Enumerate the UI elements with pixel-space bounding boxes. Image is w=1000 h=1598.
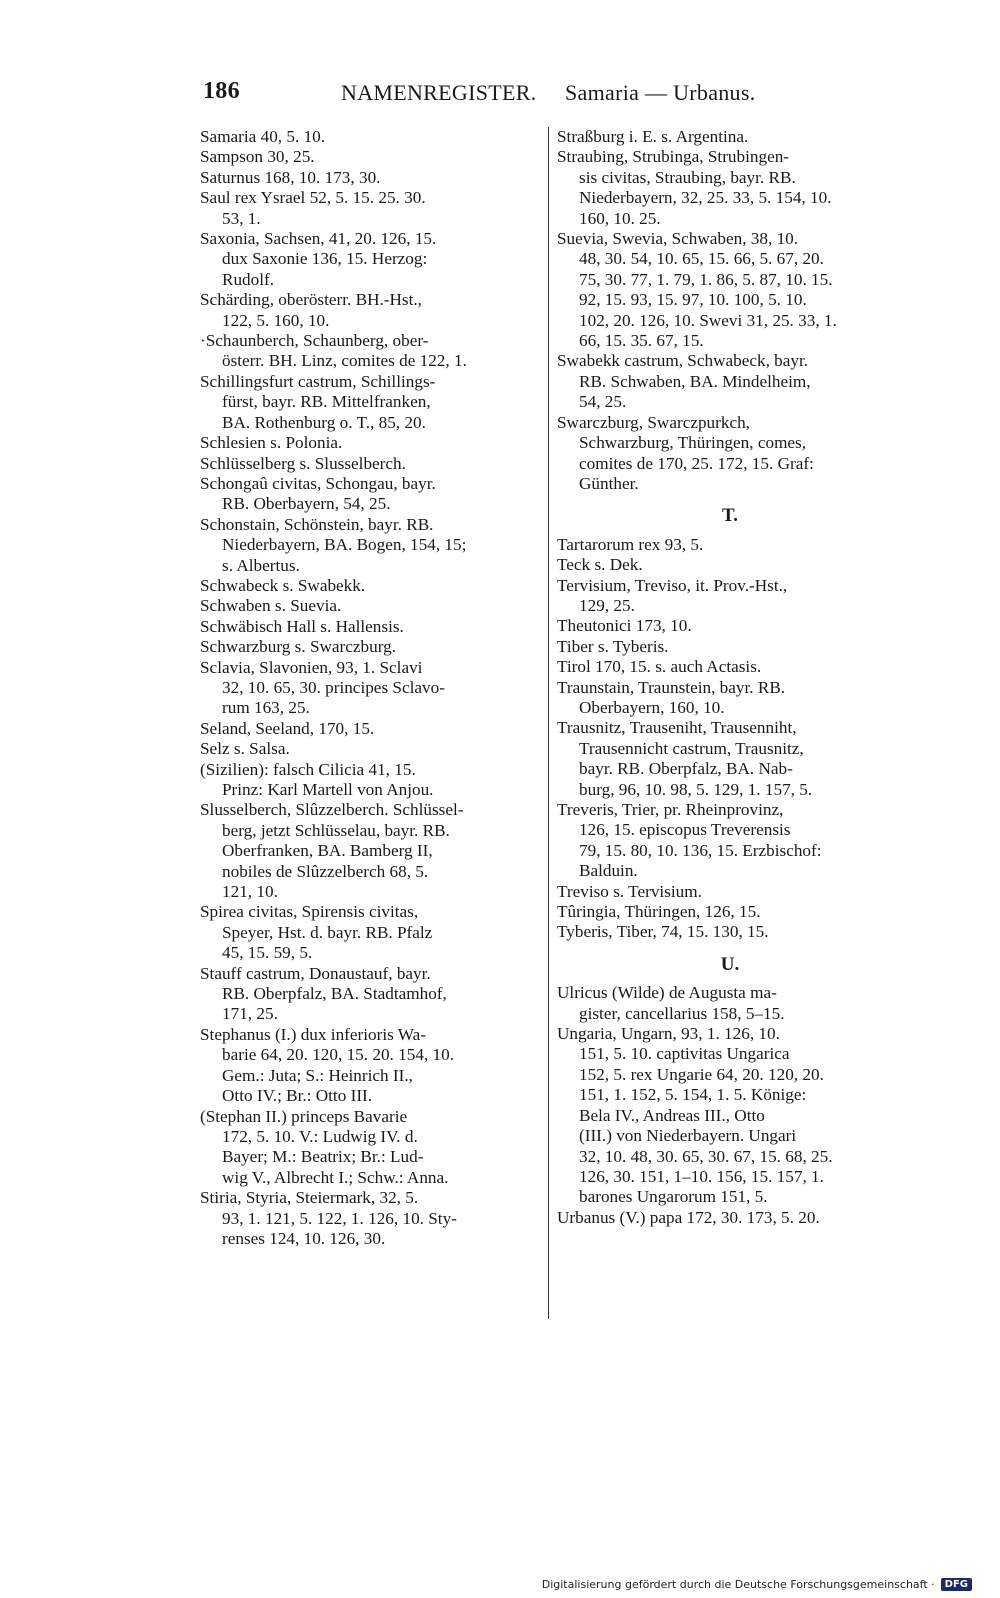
entry-line: Teck s. Dek. bbox=[557, 555, 643, 575]
index-entry bbox=[200, 454, 540, 474]
entry-line: Samaria 40, 5. 10. bbox=[200, 127, 326, 146]
entry-line: 48, 30. 54, 10. 65, 15. 66, 5. 67, 20. bbox=[579, 249, 824, 269]
index-entry bbox=[557, 147, 903, 229]
index-entry bbox=[200, 658, 540, 719]
entry-line: Traunstain, Traunstein, bayr. RB. bbox=[557, 677, 786, 697]
entry-line: Schwaben s. Suevia. bbox=[200, 596, 342, 616]
entry-line: Swarczburg, Swarczpurkch, bbox=[557, 412, 750, 432]
entry-line: 171, 25. bbox=[222, 1004, 278, 1024]
entry-line: Tûringia, Thüringen, 126, 15. bbox=[557, 902, 761, 922]
entry-line: 79, 15. 80, 10. 136, 15. Erzbischof: bbox=[579, 840, 822, 860]
index-entry bbox=[200, 474, 540, 515]
entry-line: dux Saxonie 136, 15. Herzog: bbox=[222, 249, 428, 269]
page-number: 186 bbox=[203, 78, 240, 104]
entry-line: Oberbayern, 160, 10. bbox=[579, 697, 725, 717]
entry-line: (III.) von Niederbayern. Ungari bbox=[579, 1126, 797, 1146]
index-entry bbox=[200, 168, 540, 188]
entry-line: Schongaû civitas, Schongau, bayr. bbox=[200, 473, 436, 493]
entry-line: Tirol 170, 15. s. auch Actasis. bbox=[557, 657, 762, 677]
entry-line: Urbanus (V.) papa 172, 30. 173, 5. 20. bbox=[557, 1207, 820, 1227]
entry-line: 32, 10. 65, 30. principes Sclavo- bbox=[222, 677, 445, 697]
index-entry bbox=[557, 882, 903, 902]
index-entry bbox=[200, 760, 540, 801]
entry-line: 151, 1. 152, 5. 154, 1. 5. Könige: bbox=[579, 1085, 807, 1105]
entry-line: (Stephan II.) princeps Bavarie bbox=[200, 1106, 408, 1126]
entry-line: nobiles de Slûzzelberch 68, 5. bbox=[222, 861, 429, 881]
entry-line: Seland, Seeland, 170, 15. bbox=[200, 718, 375, 738]
entry-line: 126, 15. episcopus Treverensis bbox=[579, 820, 791, 840]
entry-line: Stauff castrum, Donaustauf, bayr. bbox=[200, 963, 431, 983]
index-entry bbox=[557, 902, 903, 922]
footer bbox=[542, 1575, 972, 1593]
entry-line: 151, 5. 10. captivitas Ungarica bbox=[579, 1044, 790, 1064]
entry-line: Slusselberch, Slûzzelberch. Schlüssel- bbox=[200, 800, 464, 820]
entry-range: Samaria — Urbanus. bbox=[565, 80, 756, 105]
entry-line: 172, 5. 10. V.: Ludwig IV. d. bbox=[222, 1126, 418, 1146]
entry-line: Straubing, Strubinga, Strubingen- bbox=[557, 147, 790, 167]
index-entry bbox=[557, 1208, 903, 1228]
entry-line: Straßburg i. E. s. Argentina. bbox=[557, 127, 749, 146]
index-entry bbox=[557, 678, 903, 719]
index-entry bbox=[557, 351, 903, 412]
entry-line: Schwabeck s. Swabekk. bbox=[200, 575, 366, 595]
index-entry bbox=[200, 902, 540, 963]
entry-line: rum 163, 25. bbox=[222, 698, 310, 718]
entry-line: 93, 1. 121, 5. 122, 1. 126, 10. Sty- bbox=[222, 1208, 457, 1228]
entry-line: Swabekk castrum, Schwabeck, bayr. bbox=[557, 351, 809, 371]
entry-line: Tyberis, Tiber, 74, 15. 130, 15. bbox=[557, 922, 769, 942]
entry-line: Tartarorum rex 93, 5. bbox=[557, 534, 704, 554]
entry-line: Sclavia, Slavonien, 93, 1. Sclavi bbox=[200, 657, 423, 677]
entry-line: Schonstain, Schönstein, bayr. RB. bbox=[200, 514, 434, 534]
index-entry bbox=[200, 800, 540, 902]
entry-line: 32, 10. 48, 30. 65, 30. 67, 15. 68, 25. bbox=[579, 1146, 833, 1166]
entry-line: s. Albertus. bbox=[222, 555, 300, 575]
index-entry bbox=[200, 229, 540, 290]
entry-line: Sampson 30, 25. bbox=[200, 147, 315, 167]
entry-line: Otto IV.; Br.: Otto III. bbox=[222, 1086, 373, 1106]
entry-line: comites de 170, 25. 172, 15. Graf: bbox=[579, 453, 814, 473]
entry-line: Gem.: Juta; S.: Heinrich II., bbox=[222, 1065, 413, 1085]
entry-line: renses 124, 10. 126, 30. bbox=[222, 1228, 386, 1248]
entry-line: 54, 25. bbox=[579, 392, 627, 412]
entry-line: 121, 10. bbox=[222, 882, 278, 902]
entry-line: 75, 30. 77, 1. 79, 1. 86, 5. 87, 10. 15. bbox=[579, 269, 833, 289]
section-heading: T. bbox=[721, 505, 738, 527]
index-entry bbox=[200, 637, 540, 657]
entry-line: burg, 96, 10. 98, 5. 129, 1. 157, 5. bbox=[579, 779, 813, 799]
index-entry bbox=[557, 576, 903, 617]
entry-line: Ungaria, Ungarn, 93, 1. 126, 10. bbox=[557, 1024, 780, 1044]
entry-line: Trausennicht castrum, Trausnitz, bbox=[579, 738, 804, 758]
entry-line: Schillingsfurt castrum, Schillings- bbox=[200, 371, 436, 391]
entry-line: Rudolf. bbox=[222, 269, 275, 289]
entry-line: Selz s. Salsa. bbox=[200, 739, 290, 759]
index-entry bbox=[200, 290, 540, 331]
entry-line: ·Schaunberch, Schaunberg, ober- bbox=[200, 331, 429, 351]
entry-line: sis civitas, Straubing, bayr. RB. bbox=[579, 167, 796, 187]
entry-line: 102, 20. 126, 10. Swevi 31, 25. 33, 1. bbox=[579, 310, 837, 330]
dfg-logo: DFG bbox=[941, 1578, 972, 1591]
funding-note: Digitalisierung gefördert durch die Deutsche Forschungsgemeinschaft · bbox=[541, 1577, 935, 1591]
entry-line: österr. BH. Linz, comites de 122, 1. bbox=[222, 351, 467, 371]
index-entry bbox=[200, 188, 540, 229]
column-divider bbox=[548, 127, 549, 1319]
entry-line: 66, 15. 35. 67, 15. bbox=[579, 331, 704, 351]
entry-line: Oberfranken, BA. Bamberg II, bbox=[222, 841, 433, 861]
entry-line: Saxonia, Sachsen, 41, 20. 126, 15. bbox=[200, 229, 437, 249]
entry-line: barie 64, 20. 120, 15. 20. 154, 10. bbox=[222, 1045, 455, 1065]
entry-line: Schwarzburg s. Swarczburg. bbox=[200, 637, 397, 657]
entry-line: Schwarzburg, Thüringen, comes, bbox=[579, 433, 807, 453]
entry-line: Tervisium, Treviso, it. Prov.-Hst., bbox=[557, 575, 788, 595]
entry-line: Saul rex Ysrael 52, 5. 15. 25. 30. bbox=[200, 188, 426, 208]
entry-line: Schwäbisch Hall s. Hallensis. bbox=[200, 616, 404, 636]
index-entry bbox=[557, 616, 903, 636]
entry-line: 92, 15. 93, 15. 97, 10. 100, 5. 10. bbox=[579, 290, 807, 310]
index-entry bbox=[557, 413, 903, 495]
entry-line: bayr. RB. Oberpfalz, BA. Nab- bbox=[579, 759, 793, 779]
entry-line: 53, 1. bbox=[222, 208, 261, 228]
entry-line: Saturnus 168, 10. 173, 30. bbox=[200, 167, 381, 187]
index-entry bbox=[557, 1024, 903, 1208]
entry-line: Bayer; M.: Beatrix; Br.: Lud- bbox=[222, 1147, 424, 1167]
entry-line: Theutonici 173, 10. bbox=[557, 616, 692, 636]
entry-line: berg, jetzt Schlüsselau, bayr. RB. bbox=[222, 820, 450, 840]
entry-line: (Sizilien): falsch Cilicia 41, 15. bbox=[200, 759, 416, 779]
entry-line: 129, 25. bbox=[579, 595, 635, 615]
index-entry bbox=[200, 1188, 540, 1249]
section-heading: U. bbox=[720, 953, 740, 975]
entry-line: 152, 5. rex Ungarie 64, 20. 120, 20. bbox=[579, 1064, 824, 1084]
index-entry bbox=[557, 922, 903, 942]
index-entry bbox=[200, 1025, 540, 1107]
entry-line: Schärding, oberösterr. BH.-Hst., bbox=[200, 290, 422, 310]
entry-line: Tiber s. Tyberis. bbox=[557, 636, 669, 656]
index-entry bbox=[200, 372, 540, 433]
index-entry bbox=[200, 515, 540, 576]
index-entry bbox=[200, 576, 540, 596]
index-entry bbox=[200, 433, 540, 453]
index-entry bbox=[557, 983, 903, 1024]
entry-line: 45, 15. 59, 5. bbox=[222, 943, 313, 963]
entry-line: Treveris, Trier, pr. Rheinprovinz, bbox=[557, 800, 784, 819]
entry-line: Schlesien s. Polonia. bbox=[200, 433, 343, 453]
index-entry bbox=[557, 229, 903, 351]
index-entry bbox=[200, 1107, 540, 1189]
right-index-column bbox=[557, 127, 903, 1228]
running-title: NAMENREGISTER. bbox=[341, 80, 537, 105]
index-entry bbox=[200, 739, 540, 759]
index-entry bbox=[557, 535, 903, 555]
entry-line: wig V., Albrecht I.; Schw.: Anna. bbox=[222, 1167, 449, 1187]
entry-line: BA. Rothenburg o. T., 85, 20. bbox=[222, 412, 426, 432]
index-entry bbox=[200, 596, 540, 616]
entry-line: 160, 10. 25. bbox=[579, 208, 661, 228]
entry-line: Prinz: Karl Martell von Anjou. bbox=[222, 780, 434, 799]
index-entry bbox=[200, 331, 540, 372]
left-index-column bbox=[200, 127, 540, 1249]
index-entry bbox=[557, 555, 903, 575]
entry-line: RB. Oberbayern, 54, 25. bbox=[222, 494, 391, 514]
index-entry bbox=[200, 147, 540, 167]
entry-line: Trausnitz, Trauseniht, Trausenniht, bbox=[557, 718, 797, 738]
entry-line: Spirea civitas, Spirensis civitas, bbox=[200, 902, 419, 922]
entry-line: Ulricus (Wilde) de Augusta ma- bbox=[557, 983, 777, 1003]
entry-line: gister, cancellarius 158, 5–15. bbox=[579, 1003, 785, 1023]
index-entry bbox=[200, 617, 540, 637]
index-entry bbox=[200, 127, 540, 147]
entry-line: Speyer, Hst. d. bayr. RB. Pfalz bbox=[222, 922, 433, 942]
entry-line: Stiria, Styria, Steiermark, 32, 5. bbox=[200, 1188, 419, 1208]
page-header bbox=[195, 78, 795, 114]
index-entry bbox=[557, 637, 903, 657]
entry-line: fürst, bayr. RB. Mittelfranken, bbox=[222, 392, 431, 412]
entry-line: Treviso s. Tervisium. bbox=[557, 881, 702, 901]
index-entry bbox=[557, 657, 903, 677]
entry-line: Balduin. bbox=[579, 861, 638, 881]
entry-line: RB. Oberpfalz, BA. Stadtamhof, bbox=[222, 984, 447, 1004]
index-entry bbox=[557, 800, 903, 882]
entry-line: RB. Schwaben, BA. Mindelheim, bbox=[579, 371, 811, 391]
entry-line: Schlüsselberg s. Slusselberch. bbox=[200, 453, 406, 473]
entry-line: Stephanus (I.) dux inferioris Wa- bbox=[200, 1024, 426, 1044]
index-entry bbox=[200, 964, 540, 1025]
entry-line: 122, 5. 160, 10. bbox=[222, 310, 330, 330]
index-entry bbox=[200, 719, 540, 739]
entry-line: Günther. bbox=[579, 473, 639, 493]
index-entry bbox=[557, 718, 903, 800]
entry-line: Niederbayern, 32, 25. 33, 5. 154, 10. bbox=[579, 188, 832, 208]
index-entry bbox=[557, 127, 903, 147]
entry-line: Bela IV., Andreas III., Otto bbox=[579, 1105, 765, 1125]
entry-line: Niederbayern, BA. Bogen, 154, 15; bbox=[222, 535, 467, 555]
entry-line: 126, 30. 151, 1–10. 156, 15. 157, 1. bbox=[579, 1166, 824, 1186]
entry-line: barones Ungarorum 151, 5. bbox=[579, 1187, 768, 1207]
entry-line: Suevia, Swevia, Schwaben, 38, 10. bbox=[557, 229, 799, 249]
